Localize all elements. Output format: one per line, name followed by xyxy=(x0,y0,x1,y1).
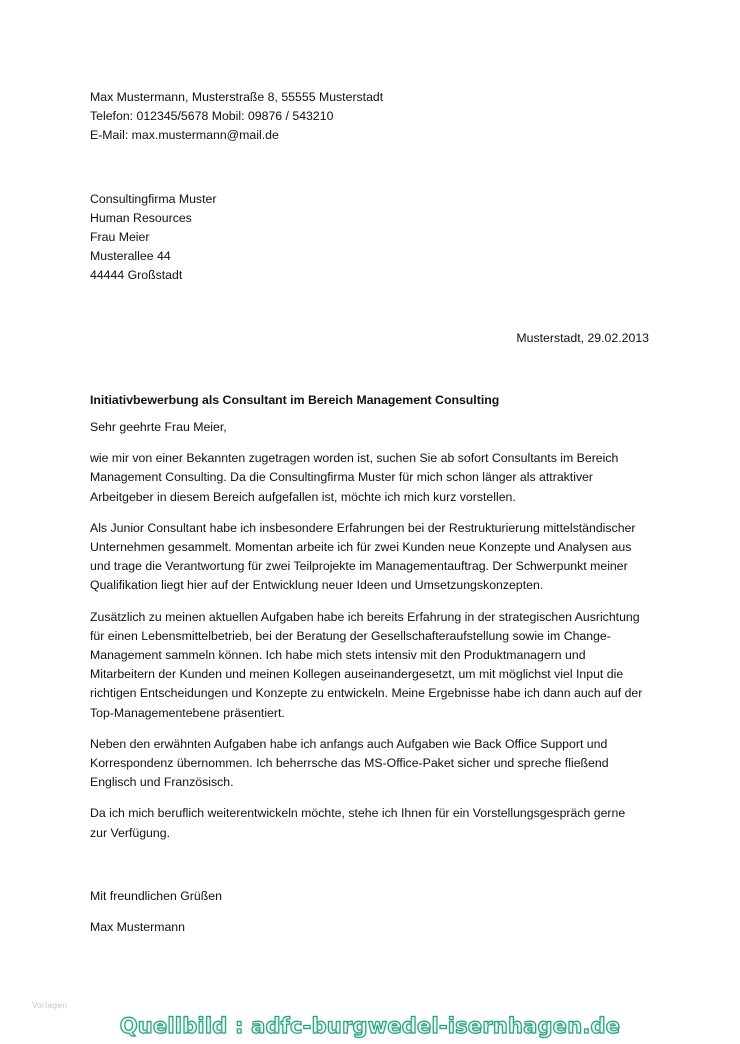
paragraph-line: richtigen Entscheidungen und Konzepte zu entwickeln. Meine Ergebnisse habe ich dann auch auf der xyxy=(90,686,643,701)
paragraph-line: Korrespondenz übernommen. Ich beherrsche das MS-Office-Paket sicher und spreche fließend xyxy=(90,756,609,771)
sender-name-address: Max Mustermann, Musterstraße 8, 55555 Musterstadt xyxy=(90,90,384,104)
paragraph-line: wie mir von einer Bekannten zugetragen worden ist, suchen Sie ab sofort Consultants im Bereich xyxy=(90,451,619,466)
paragraph-line: Management sammeln können. Ich habe mich stets intensiv mit den Produktmanagern und xyxy=(90,648,586,663)
paragraph-line: Mitarbeitern der Kunden und meinen Kollegen auseinandergesetzt, um mit möglichst viel Input die xyxy=(90,667,624,682)
paragraph-1 xyxy=(90,449,660,507)
letter-subject: Initiativbewerbung als Consultant im Bereich Management Consulting xyxy=(90,392,500,407)
paragraph-line: Management Consulting. Da die Consultingfirma Muster für mich schon länger als attraktiver xyxy=(90,470,594,485)
sender-email: E-Mail: max.mustermann@mail.de xyxy=(90,128,279,143)
paragraph-line: Neben den erwähnten Aufgaben habe ich anfangs auch Aufgaben wie Back Office Support und xyxy=(90,736,608,751)
paragraph-2 xyxy=(90,519,660,596)
paragraph-line: Da ich mich beruflich weiterentwickeln möchte, stehe ich Ihnen für ein Vorstellungsgespräch gerne xyxy=(90,806,626,821)
paragraph-line: Arbeitgeber in diesem Bereich aufgefallen ist, möchte ich mich kurz vorstellen. xyxy=(90,489,516,504)
paragraph-line: Als Junior Consultant habe ich insbesondere Erfahrungen bei der Restrukturierung mittelständischer xyxy=(90,520,636,535)
paragraph-4 xyxy=(90,735,660,793)
watermark-text: Vorlagen xyxy=(32,1001,68,1010)
letter-closing: Mit freundlichen Grüßen xyxy=(90,888,222,903)
paragraph-line: Unternehmen gesammelt. Momentan arbeite ich für zwei Kunden neue Konzepte und Analysen aus xyxy=(90,540,632,555)
letter-salutation: Sehr geehrte Frau Meier, xyxy=(90,420,227,435)
recipient-department: Human Resources xyxy=(90,210,192,225)
letter-body xyxy=(90,88,660,937)
recipient-street: Musterallee 44 xyxy=(90,249,171,264)
source-caption: Quellbild : adfc-burgwedel-isernhagen.de xyxy=(119,1014,621,1038)
letter-signature: Max Mustermann xyxy=(90,920,185,935)
paragraph-line: für einen Lebensmittelbetrieb, bei der Beratung der Gesellschafteraufstellung sowie im Change- xyxy=(90,628,611,643)
letter-date: Musterstadt, 29.02.2013 xyxy=(516,330,649,345)
paragraph-5 xyxy=(90,804,660,842)
paragraph-line: Top-Managementebene präsentiert. xyxy=(90,705,285,720)
paragraph-line: zur Verfügung. xyxy=(90,825,170,840)
recipient-name: Frau Meier xyxy=(90,230,150,245)
paragraph-line: Qualifikation liegt hier auf der Entwicklung neuer Ideen und Umsetzungskonzepten. xyxy=(90,578,544,593)
recipient-company: Consultingfirma Muster xyxy=(90,191,217,206)
paragraph-line: und trage die Verantwortung für zwei Teilprojekte im Managementauftrag. Der Schwerpunkt meiner xyxy=(90,559,628,574)
sender-phone: Telefon: 012345/5678 Mobil: 09876 / 543210 xyxy=(90,109,334,124)
paragraph-line: Englisch und Französisch. xyxy=(90,775,234,790)
paragraph-line: Zusätzlich zu meinen aktuellen Aufgaben habe ich bereits Erfahrung in der strategischen Ausrichtung xyxy=(90,609,640,624)
recipient-address xyxy=(90,190,660,286)
paragraph-3 xyxy=(90,608,660,723)
recipient-city: 44444 Großstadt xyxy=(90,268,183,283)
sender-address xyxy=(90,88,660,146)
